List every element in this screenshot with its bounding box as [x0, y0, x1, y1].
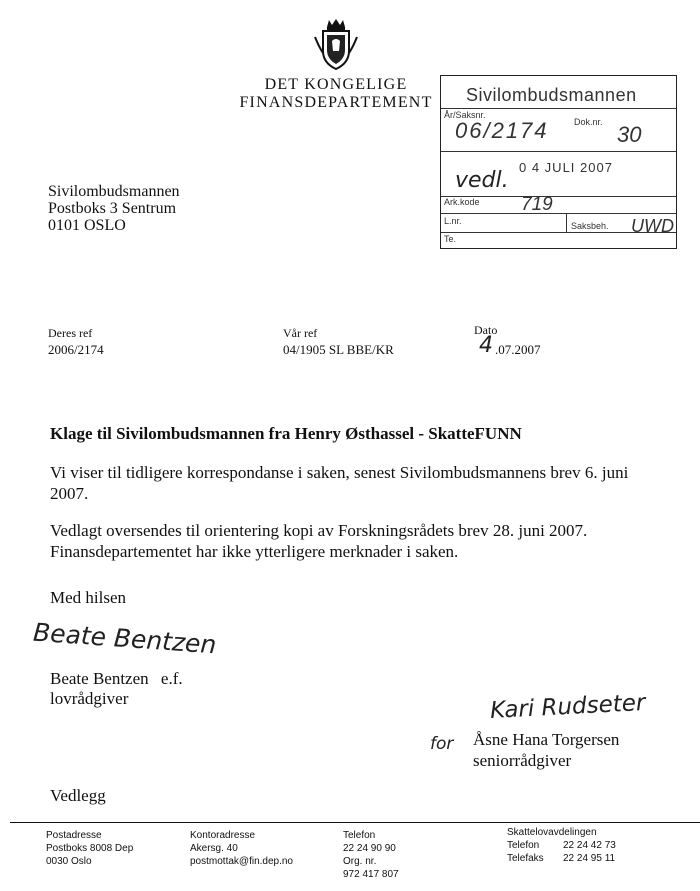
date-value: .07.2007: [495, 342, 541, 357]
stamp-date: 0 4 JULI 2007: [519, 160, 613, 175]
footer-col4-fax-label: Telefaks: [507, 853, 544, 864]
paragraph-2: Vedlagt oversendes til orientering kopi av Forskningsrådets brev 28. juni 2007. Finansdepartementet har ikke ytterligere merknader i saken.: [50, 521, 588, 561]
date-day-handwritten: 4: [479, 333, 493, 358]
stamp-value-arkkode: 719: [521, 194, 553, 215]
recipient-name: Sivilombudsmannen: [48, 183, 180, 200]
footer-col3-orgnr: 972 417 807: [343, 869, 399, 880]
footer-col1-head: Postadresse: [46, 830, 102, 841]
signer2-name: Åsne Hana Torgersen: [473, 730, 620, 749]
closing-greeting: Med hilsen: [50, 588, 127, 607]
enclosure-label: Vedlegg: [50, 786, 106, 805]
department-line2: FINANSDEPARTEMENT: [239, 94, 433, 111]
stamp-label-te: Te.: [444, 234, 457, 244]
recipient-street: Postboks 3 Sentrum: [48, 200, 177, 217]
stamp-label-saksbeh: Saksbeh.: [571, 221, 609, 231]
footer-col3-head: Telefon: [343, 830, 376, 841]
recipient-address: [48, 183, 180, 234]
footer-col2-head: Kontoradresse: [190, 830, 256, 841]
footer-col4-tel-label: Telefon: [507, 840, 540, 851]
date-label: Dato: [474, 323, 498, 337]
footer-department: [507, 826, 616, 865]
stamp-label-saksnr: År/Saksnr.: [444, 110, 486, 120]
paragraph-1: Vi viser til tidligere korrespondanse i saken, senest Sivilombudsmannens brev 6. juni 2007.: [50, 463, 629, 503]
recipient-city: 0101 OSLO: [48, 217, 126, 234]
footer-phone: [343, 829, 399, 881]
var-ref-label: Vår ref: [283, 326, 318, 340]
signature-beate-bentzen: Beate Bentzen: [32, 617, 218, 660]
footer-col2-email: postmottak@fin.dep.no: [190, 856, 293, 867]
footer-col1-line2: 0030 Oslo: [46, 856, 92, 867]
var-ref-value: 04/1905 SL BBE/KR: [283, 342, 394, 357]
footer-col1-line1: Postboks 8008 Dep: [46, 843, 134, 854]
for-mark: for: [430, 734, 454, 754]
footer-col4-head: Skattelovavdelingen: [507, 827, 597, 838]
footer-col4-tel-row: [507, 839, 616, 852]
stamp-value-saksnr: 06/2174: [455, 118, 549, 143]
footer-office-address: [190, 829, 293, 868]
signer1-ef: e.f.: [160, 669, 183, 688]
signer1-title: lovrådgiver: [50, 689, 129, 708]
deres-ref-value: 2006/2174: [48, 342, 104, 357]
stamp-label-doknr: Dok.nr.: [574, 117, 603, 127]
handwritten-vedl-note: vedl.: [455, 168, 509, 193]
signer1-name: [50, 668, 183, 689]
footer-divider: [10, 822, 700, 823]
signer1-name-text: Beate Bentzen: [50, 669, 149, 688]
footer-col4-fax-row: [507, 852, 616, 865]
footer-postal-address: [46, 829, 133, 868]
letter-subject: Klage til Sivilombudsmannen fra Henry Østhassel - SkatteFUNN: [50, 424, 522, 443]
receipt-stamp: [440, 75, 677, 249]
deres-ref-label: Deres ref: [48, 326, 93, 340]
footer-col4-fax: 22 24 95 11: [563, 853, 616, 864]
stamp-value-saksbeh: UWD: [631, 216, 674, 236]
stamp-title: Sivilombudsmannen: [466, 85, 637, 105]
stamp-value-doknr: 30: [617, 122, 642, 147]
footer-col3-orgnr-label: Org. nr.: [343, 856, 377, 867]
footer-col3-phone: 22 24 90 90: [343, 843, 396, 854]
footer-col4-tel: 22 24 42 73: [563, 840, 616, 851]
coat-of-arms-logo: [313, 17, 359, 71]
stamp-label-arkkode: Ark.kode: [444, 197, 480, 207]
signer2-title: seniorrådgiver: [473, 751, 572, 770]
department-name: [236, 76, 436, 112]
signature-kari-rudseter: Kari Rudseter: [489, 689, 647, 725]
footer-col2-line1: Akersg. 40: [190, 843, 238, 854]
stamp-label-lnr: L.nr.: [444, 216, 462, 226]
department-line1: DET KONGELIGE: [264, 76, 408, 93]
